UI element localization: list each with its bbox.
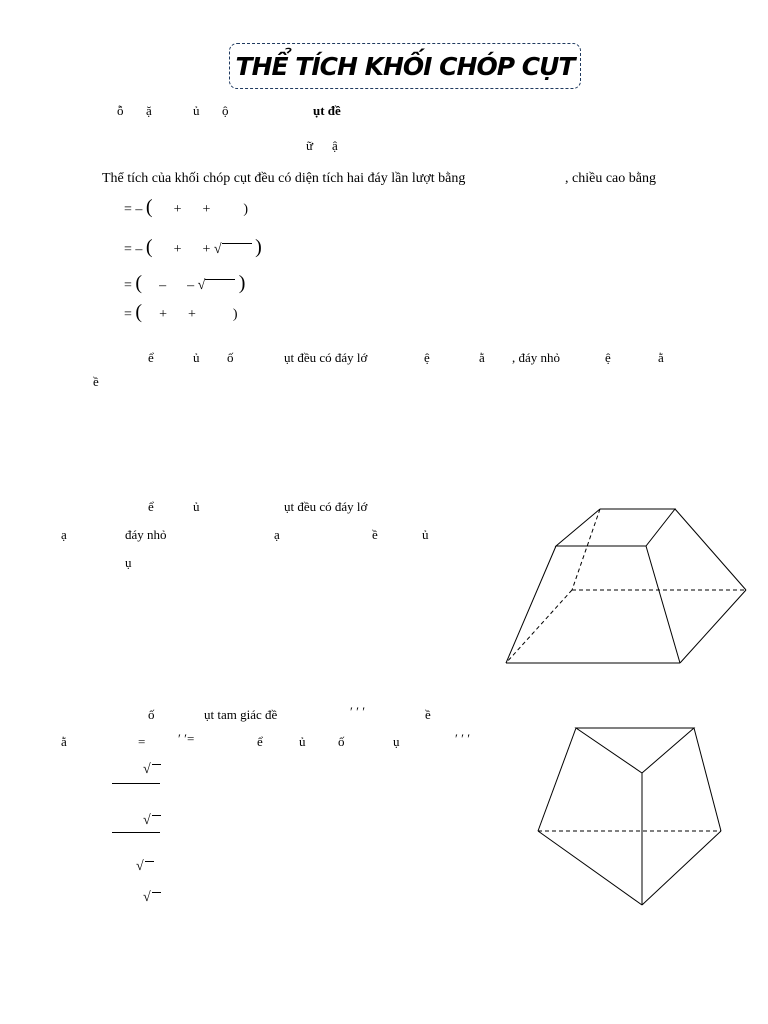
formula-2 bbox=[124, 236, 262, 258]
example3-fragment: ể bbox=[257, 734, 263, 749]
sqrt-symbol: √ bbox=[143, 813, 151, 828]
example2-fragment: đáy nhỏ bbox=[125, 527, 167, 542]
triangular-frustum-edge bbox=[538, 728, 576, 831]
formula-token: + bbox=[173, 202, 182, 217]
example1-fragment: ằ bbox=[479, 350, 485, 365]
triangular-frustum-edge bbox=[694, 728, 721, 831]
formula-3 bbox=[124, 272, 246, 294]
formula-token: + bbox=[202, 242, 211, 257]
heading-fragment: ộ bbox=[222, 103, 229, 118]
example3-fragment: ′ ′ ′ bbox=[350, 704, 366, 719]
frustum-hidden-edge bbox=[506, 590, 572, 663]
frustum-edge bbox=[506, 546, 556, 663]
sqrt-symbol: √ bbox=[197, 278, 206, 293]
formula-token: = bbox=[124, 242, 132, 257]
formula-token: – bbox=[135, 202, 143, 217]
example1-fragment: ằ bbox=[658, 350, 664, 365]
frustum-edge bbox=[675, 509, 746, 590]
example2-fragment: ể bbox=[148, 499, 154, 514]
formula-token: + bbox=[159, 307, 167, 322]
heading-bold-fragment: ụt đề bbox=[313, 103, 341, 118]
fraction-bar bbox=[112, 832, 160, 833]
example1-fragment: ệ bbox=[605, 350, 611, 365]
heading-fragment: ặ bbox=[146, 103, 152, 118]
example2-fragment: ạ bbox=[274, 527, 280, 542]
sqrt-bar bbox=[145, 861, 154, 862]
example3-fragment: ụ bbox=[393, 734, 400, 749]
formula-token: ( bbox=[135, 301, 143, 323]
frustum-figure bbox=[500, 503, 752, 669]
theorem-statement: Thể tích của khối chóp cụt đều có diện tích hai đáy lần lượt bằng bbox=[102, 171, 466, 186]
example3-fragment: ′ ′ ′ bbox=[455, 731, 471, 746]
example1-fragment: ủ bbox=[193, 350, 200, 365]
sqrt-symbol: √ bbox=[143, 890, 151, 905]
formula-token: = bbox=[124, 278, 132, 293]
frustum-top-face bbox=[556, 509, 675, 546]
formula-token: + bbox=[173, 242, 182, 257]
formula-token: ( bbox=[135, 272, 143, 294]
triangular-frustum-figure bbox=[534, 722, 726, 912]
title-box bbox=[229, 43, 581, 89]
triangular-frustum-base-edge bbox=[642, 831, 721, 905]
sqrt-bar bbox=[152, 892, 161, 893]
formula-token: ) bbox=[238, 272, 246, 294]
formula-token: ( bbox=[145, 196, 153, 218]
heading-fragment: ỗ bbox=[117, 103, 124, 118]
triangular-frustum-top-face bbox=[576, 728, 694, 773]
formula-4 bbox=[124, 301, 238, 323]
formula-token: – bbox=[187, 278, 195, 293]
sqrt-bar bbox=[222, 243, 252, 256]
example1-fragment: ố bbox=[227, 350, 234, 365]
example1-fragment: ụt đều có đáy lớ bbox=[284, 350, 368, 365]
formula-token: + bbox=[187, 307, 196, 322]
heading-fragment: ủ bbox=[193, 103, 200, 118]
sqrt-symbol: √ bbox=[213, 242, 222, 257]
example2-fragment: ụt đều có đáy lớ bbox=[284, 499, 368, 514]
formula-token: ( bbox=[145, 236, 153, 258]
example3-fragment: ′ ′= bbox=[178, 731, 195, 746]
subheading-fragment: ậ bbox=[332, 138, 338, 153]
example3-fragment: ề bbox=[425, 707, 431, 722]
example3-fragment: = bbox=[138, 734, 146, 749]
formula-token: ) bbox=[232, 307, 238, 322]
formula-token: ) bbox=[243, 202, 249, 217]
formula-token: = bbox=[124, 307, 132, 322]
example3-fragment: ố bbox=[338, 734, 345, 749]
sqrt-symbol: √ bbox=[136, 859, 144, 874]
example3-fragment: ằ bbox=[61, 734, 67, 749]
sqrt-bar bbox=[152, 815, 161, 816]
subheading-fragment: ữ bbox=[306, 138, 314, 153]
frustum-base-edge bbox=[680, 590, 746, 663]
formula-token: – bbox=[135, 242, 143, 257]
frustum-edge bbox=[646, 546, 680, 663]
example2-fragment: ụ bbox=[125, 555, 132, 570]
example2-fragment: ủ bbox=[193, 499, 200, 514]
formula-token: + bbox=[202, 202, 211, 217]
formula-token: = bbox=[124, 202, 132, 217]
example2-fragment: ề bbox=[372, 527, 378, 542]
example1-fragment: ề bbox=[93, 374, 99, 389]
fraction-bar bbox=[112, 783, 160, 784]
example1-fragment: ệ bbox=[424, 350, 430, 365]
example3-fragment: ủ bbox=[299, 734, 306, 749]
example2-fragment: ạ bbox=[61, 527, 67, 542]
formula-token: ) bbox=[255, 236, 262, 258]
example2-fragment: ủ bbox=[422, 527, 429, 542]
formula-token: – bbox=[159, 278, 167, 293]
sqrt-bar bbox=[205, 279, 235, 292]
example1-fragment: ể bbox=[148, 350, 154, 365]
page-title: THỂ TÍCH KHỐI CHÓP CỤT bbox=[235, 51, 575, 81]
formula-1 bbox=[124, 196, 249, 218]
sqrt-symbol: √ bbox=[143, 762, 151, 777]
example3-fragment: ố bbox=[148, 707, 155, 722]
theorem-statement-end: , chiều cao bằng bbox=[565, 171, 656, 186]
sqrt-bar bbox=[152, 764, 161, 765]
example3-fragment: ụt tam giác đề bbox=[204, 707, 278, 722]
example1-fragment: , đáy nhỏ bbox=[512, 350, 561, 365]
triangular-frustum-base-edge bbox=[538, 831, 642, 905]
